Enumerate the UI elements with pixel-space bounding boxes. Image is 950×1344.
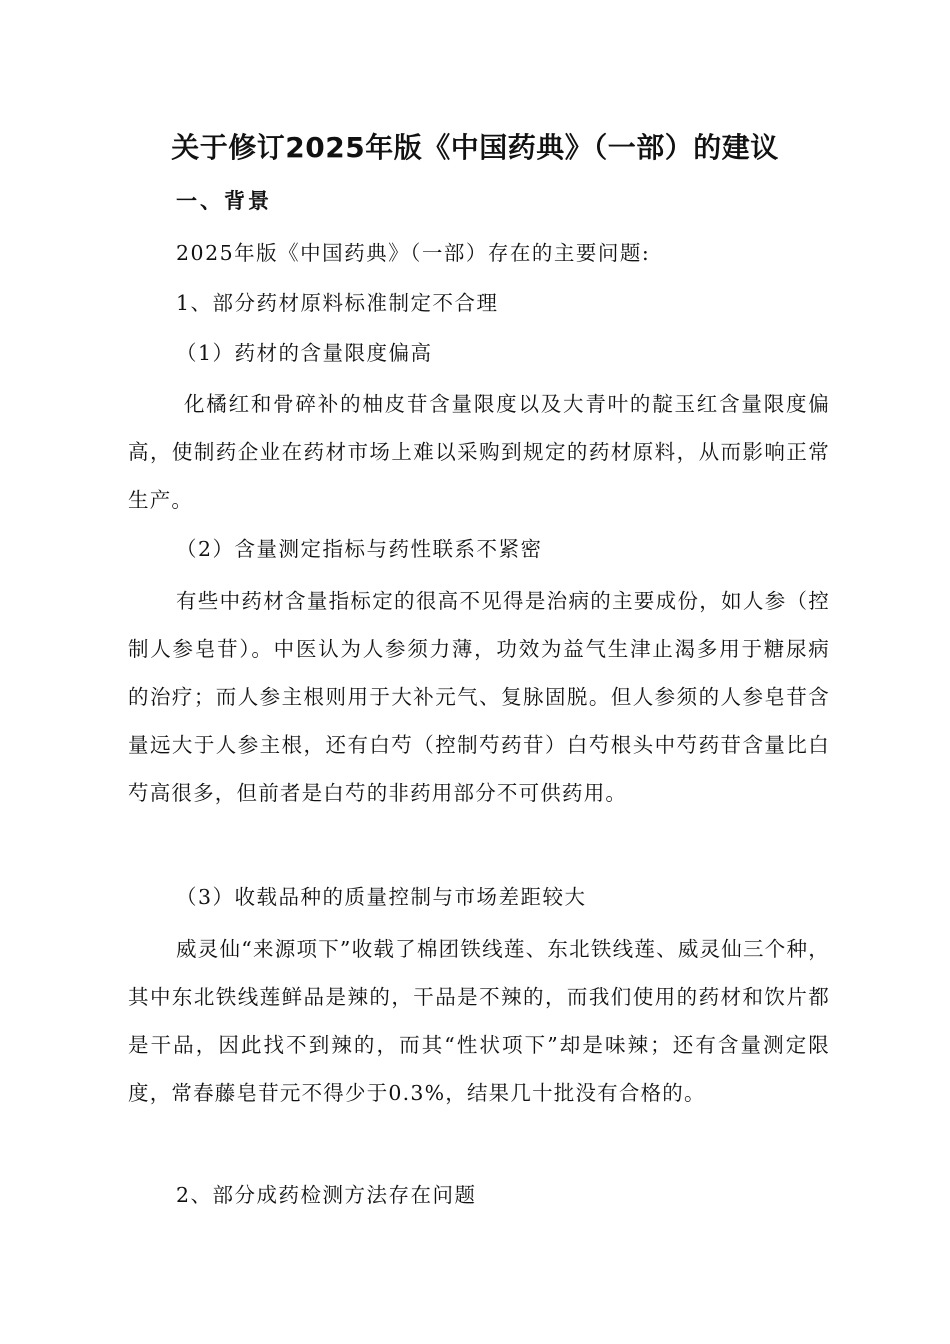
sub1-heading: （1）药材的含量限度偏高: [176, 341, 433, 365]
sub2-body-paragraph: 有些中药材含量指标定的很高不见得是治病的主要成份，如人参（控制人参皂苷）。中医认为人参须力薄，功效为益气生津止渴多用于糖尿病的治疗；而人参主根则用于大补元气、复脉固脱。但人参须的人参皂苷含量远大于人参主根，还有白芍（控制芍药苷）白芍根头中芍药苷含量比白芍高很多，但前者是白芍的非药用部分不可供药用。: [128, 589, 830, 805]
section-heading-background: 一、背景: [176, 189, 272, 213]
document-title: 关于修订2025年版《中国药典》（一部）的建议: [171, 131, 779, 164]
sub3-heading: （3）收载品种的质量控制与市场差距较大: [176, 885, 587, 909]
sub2-heading: （2）含量测定指标与药性联系不紧密: [176, 537, 543, 561]
item2-heading: 2、部分成药检测方法存在问题: [176, 1183, 477, 1207]
item1-heading: 1、部分药材原料标准制定不合理: [176, 291, 499, 315]
sub1-body-paragraph: 化橘红和骨碎补的柚皮苷含量限度以及大青叶的靛玉红含量限度偏高，使制药企业在药材市场上难以采购到规定的药材原料，从而影响正常生产。: [128, 392, 830, 512]
intro-line: 2025年版《中国药典》（一部）存在的主要问题:: [176, 241, 651, 265]
sub3-body-paragraph: 威灵仙“来源项下”收载了棉团铁线莲、东北铁线莲、威灵仙三个种，其中东北铁线莲鲜品是辣的，干品是不辣的，而我们使用的药材和饮片都是干品，因此找不到辣的，而其“性状项下”却是味辣；还有含量测定限度，常春藤皂苷元不得少于0.3%，结果几十批没有合格的。: [128, 937, 830, 1105]
